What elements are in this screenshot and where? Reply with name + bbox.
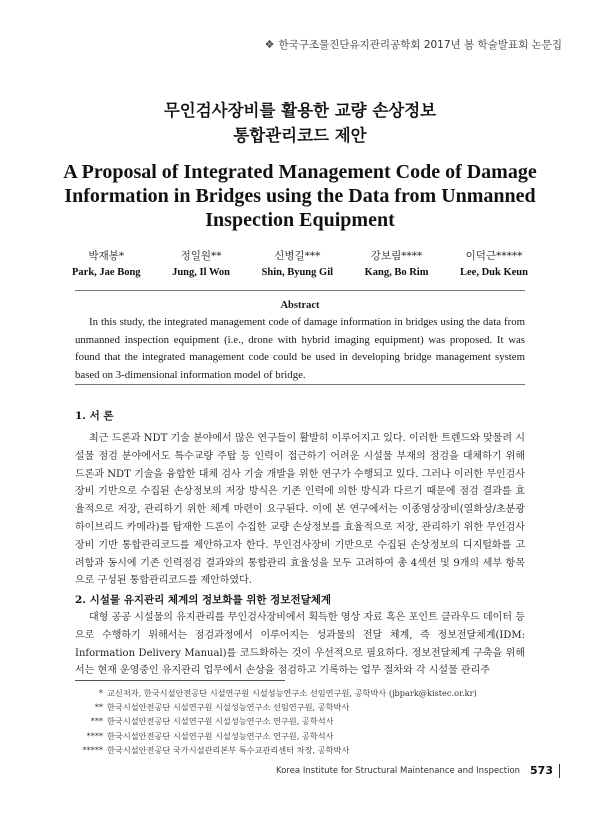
footnote-text: 한국시설안전공단 국가시설관리본부 특수교관리센터 차장, 공학박사 <box>107 744 350 755</box>
author-name-ko: 강보림**** <box>370 250 423 262</box>
footnote <box>75 714 525 728</box>
author-5 <box>460 248 528 282</box>
author-1 <box>72 248 141 282</box>
korean-title <box>0 98 600 148</box>
author-name-en: Shin, Byung Gil <box>261 267 334 278</box>
author-name-en: Park, Jae Bong <box>72 267 141 278</box>
korean-title-line-2: 통합관리코드 제안 <box>233 126 367 145</box>
footnote-text: 한국시설안전공단 시설연구원 시설성능연구소 선임연구원, 공학박사 <box>107 702 350 713</box>
footer-institution: Korea Institute for Structural Maintenance and Inspection <box>276 766 521 776</box>
author-2 <box>172 248 230 282</box>
author-name-ko: 정일원** <box>180 250 222 262</box>
abstract-text: In this study, the integrated management code of damage information in bridges using the data from unmanned inspection equipment (i.e., drone with hybrid imaging equipment) was proposed. It was found that the integrated management code could be used in developing bridge management system based on 3-dimensional information model of bridge. <box>75 316 525 381</box>
footnote-list <box>75 686 525 757</box>
english-title-line-2: Information in Bridges using the Data from Unmanned <box>64 185 536 207</box>
footnote <box>75 743 525 757</box>
footnote <box>75 700 525 714</box>
english-title-line-3: Inspection Equipment <box>205 209 395 231</box>
author-name-ko: 이덕근***** <box>465 250 523 262</box>
abstract-top-rule <box>75 290 525 291</box>
footnote-mark: * <box>98 688 103 698</box>
footnote-mark: ** <box>94 702 103 713</box>
english-title-line-1: A Proposal of Integrated Management Code of Damage <box>63 161 537 183</box>
footnote-mark: ***** <box>82 744 103 755</box>
footnote-mark: **** <box>86 730 103 741</box>
author-name-en: Jung, Il Won <box>172 267 230 278</box>
footnote-rule <box>75 680 285 681</box>
author-list <box>72 248 528 282</box>
english-title <box>0 160 600 232</box>
footnote-text: 한국시설안전공단 시설연구원 시설성능연구소 연구원, 공학석사 <box>107 716 334 727</box>
author-name-en: Kang, Bo Rim <box>364 267 429 278</box>
footnote <box>75 686 525 700</box>
author-name-en: Lee, Duk Keun <box>460 267 528 278</box>
korean-title-line-1: 무인검사장비를 활용한 교량 손상정보 <box>163 101 437 120</box>
author-name-ko: 박재봉* <box>88 250 125 262</box>
footnote-text: 한국시설안전공단 시설연구원 시설성능연구소 연구원, 공학석사 <box>107 730 334 741</box>
abstract-heading: Abstract <box>280 300 320 311</box>
conference-name: 한국구조물진단유지관리공학회 2017년 봄 학술발표회 논문집 <box>278 39 562 51</box>
author-4 <box>365 248 429 282</box>
section-1-heading: 1. 서 론 <box>75 410 114 422</box>
author-3 <box>262 248 334 282</box>
leaf-ornament-icon: ❖ <box>264 38 275 51</box>
footnote-text: 교신저자, 한국시설안전공단 시설연구원 시설성능연구소 선임연구원, 공학박사 (jbpark@kistec.or.kr) <box>107 688 477 698</box>
author-name-ko: 신병길*** <box>274 250 321 262</box>
abstract-bottom-rule <box>75 384 525 385</box>
section-1-text: 최근 드론과 NDT 기술 분야에서 많은 연구들이 활발히 이루어지고 있다. 이러한 트렌드와 맞물려 시설물 점검 분야에서도 특수교량 주탑 등 인력이 접근하기 어려운 시설물 부재의 점검을 대체하기 위해 드론과 NDT 기술을 융합한 대체 검사 기술 개발을 위한 연구가 수행되고 있다. 그러나 이러한 무인검사장비 기반으로 수집된 손상정보의 저장 방식은 기존 인력에 의한 방식과 다르기 때문에 점검 결과를 효율적으로 저장, 관리하기 위한 체계 마련이 요구된다. 이에 본 연구에서는 이종영상장비(열화상/초분광 하이브리드 카메라)를 탑재한 드론이 수집한 교량 손상정보를 효율적으로 저장, 관리하기 위한 무인검사장비 기반 통합관리코드를 제안하고자 한다. 무인검사장비 기반으로 수집된 손상정보의 디지털화를 고려함과 동시에 기존 인력점검 결과와의 통합관리 효율성을 모두 고려하여 총 4섹션 및 9개의 세부 항목으로 구성된 통합관리코드를 제안하였다. <box>75 433 525 587</box>
section-2-heading: 2. 시설물 유지관리 체계의 정보화를 위한 정보전달체계 <box>75 594 332 606</box>
conference-header <box>265 37 562 52</box>
section-2-text: 대형 공공 시설물의 유지관리를 무인검사장비에서 획득한 영상 자료 혹은 포인트 클라우드 데이터 등으로 수행하기 위해서는 점검과정에서 이루어지는 성과물의 전달 체계, 즉 정보전달체계(IDM: Information Delivery Manual)를 코드화하는 것이 우선적으로 필요하다. 정보전달체계 구축을 위해서는 현재 운영중인 유지관리 업무에서 손상을 점검하고 기록하는 업무 절차와 각 시설물 관리주 <box>75 612 525 677</box>
footnote-mark: *** <box>90 716 103 727</box>
page-number: 573 <box>530 764 560 778</box>
page-footer <box>276 764 560 778</box>
footnote <box>75 729 525 743</box>
